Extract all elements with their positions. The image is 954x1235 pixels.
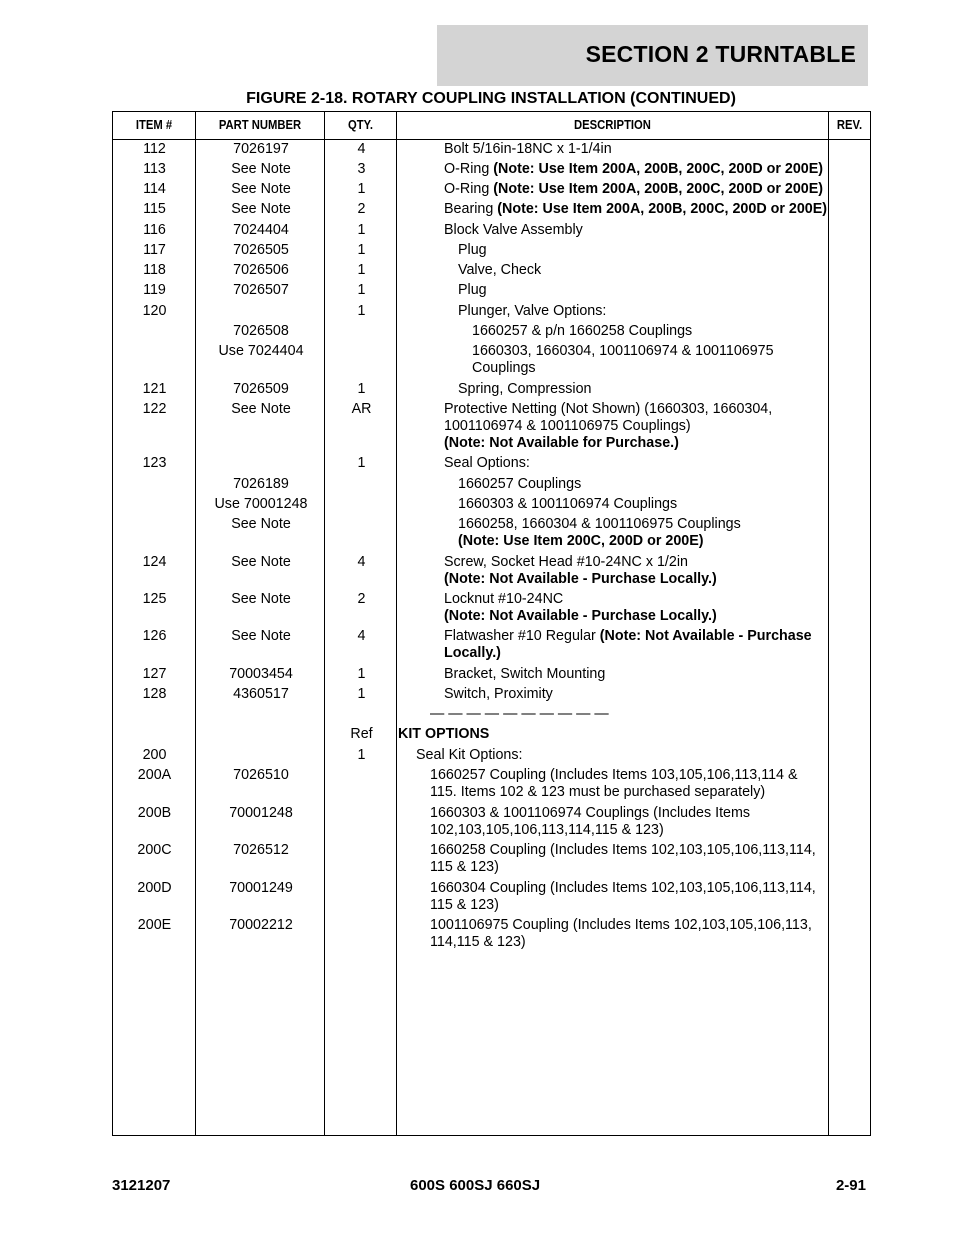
quantity-cell: 1 (357, 666, 366, 682)
column-header-description: DESCRIPTION (574, 118, 651, 132)
description-text: 1660257 & p/n 1660258 Couplings (472, 323, 693, 339)
header-divider (113, 139, 870, 140)
item-number-cell: 125 (142, 591, 167, 607)
description-text: 1660303 & 1001106974 Couplings (Includes Items 102,103,105,106,113,114,115 & 123) (430, 805, 751, 838)
description-text: Block Valve Assembly (444, 222, 583, 238)
description-cell (444, 666, 828, 683)
part-number-cell: 7026509 (233, 381, 289, 397)
description-cell (444, 161, 828, 178)
item-number-cell: 116 (143, 222, 166, 238)
description-cell (444, 181, 828, 198)
description-text: 1660304 Coupling (Includes Items 102,103,105,106,113,114, 115 & 123) (430, 880, 816, 913)
item-number-cell: 120 (142, 303, 167, 319)
table-row (113, 262, 870, 282)
item-number-cell: 124 (142, 554, 167, 570)
description-note-line: (Note: Not Available for Purchase.) (444, 435, 679, 451)
description-cell (472, 343, 828, 377)
description-cell (444, 222, 828, 239)
quantity-cell: 1 (357, 222, 366, 238)
column-header-qty: QTY. (347, 118, 374, 132)
description-cell (444, 455, 828, 472)
quantity-cell: 1 (357, 747, 366, 763)
table-row (113, 141, 870, 161)
description-text: Valve, Check (458, 262, 542, 278)
quantity-cell: 1 (357, 381, 366, 397)
column-header-rev: REV. (836, 118, 863, 132)
part-number-cell: 7026510 (233, 767, 289, 783)
table-row (113, 222, 870, 242)
part-number-cell: See Note (231, 516, 291, 532)
description-note: (Note: Use Item 200A, 200B, 200C, 200D or 200E) (493, 181, 824, 197)
description-text: Plug (458, 282, 487, 298)
description-note: (Note: Not Available - Purchase Locally.) (444, 628, 812, 661)
description-cell (444, 141, 828, 158)
table-row (113, 181, 870, 201)
item-number-cell: 127 (142, 666, 167, 682)
description-note-line: (Note: Not Available - Purchase Locally.) (444, 571, 717, 587)
description-cell (458, 262, 828, 279)
quantity-cell: 1 (357, 303, 366, 319)
table-row (113, 805, 870, 842)
table-row (113, 201, 870, 222)
table-row (113, 242, 870, 262)
item-number-cell: 122 (142, 401, 167, 417)
part-number-cell: 7026507 (233, 282, 289, 298)
description-cell (472, 323, 828, 340)
figure-title: FIGURE 2-18. ROTARY COUPLING INSTALLATION (CONTINUED) (246, 90, 736, 107)
item-number-cell: 128 (142, 686, 167, 702)
description-text: Plug (458, 242, 487, 258)
quantity-cell: 1 (357, 262, 366, 278)
quantity-cell: 3 (357, 161, 366, 177)
description-cell (398, 726, 828, 743)
description-note-line: (Note: Use Item 200C, 200D or 200E) (458, 533, 704, 549)
description-text: — — — — — — — — — — (430, 706, 609, 722)
description-cell (444, 401, 828, 452)
table-row (113, 282, 870, 303)
item-number-cell: 119 (143, 282, 166, 298)
part-number-cell: 70002212 (229, 917, 293, 933)
description-cell (444, 591, 828, 625)
column-header-item: ITEM # (135, 118, 173, 132)
footer-doc-number: 3121207 (112, 1177, 171, 1194)
description-text: 1660258, 1660304 & 1001106975 Couplings (458, 516, 741, 532)
item-number-cell: 112 (143, 141, 166, 157)
description-note: (Note: Use Item 200A, 200B, 200C, 200D or 200E) (493, 161, 824, 177)
description-cell (458, 303, 828, 320)
table-row (113, 343, 870, 381)
description-text: Bearing (444, 201, 498, 217)
description-text: Locknut #10-24NC (444, 591, 564, 607)
description-cell (430, 880, 828, 914)
table-row (113, 401, 870, 455)
item-number-cell: 121 (142, 381, 167, 397)
table-row (113, 496, 870, 516)
table-row (113, 303, 870, 323)
part-number-cell: See Note (231, 591, 291, 607)
description-cell (458, 381, 828, 398)
quantity-cell: AR (351, 401, 372, 417)
part-number-cell: 4360517 (233, 686, 289, 702)
description-cell (458, 516, 828, 550)
section-title: SECTION 2 TURNTABLE (585, 41, 856, 67)
item-number-cell: 200D (137, 880, 172, 896)
description-text: Switch, Proximity (444, 686, 553, 702)
description-text: 1001106975 Coupling (Includes Items 102,103,105,106,113, 114,115 & 123) (430, 917, 812, 950)
item-number-cell: 114 (143, 181, 166, 197)
description-cell (416, 747, 828, 764)
description-cell (430, 767, 828, 801)
section-header-band (437, 25, 868, 86)
description-cell (444, 201, 828, 218)
description-text: Spring, Compression (458, 381, 592, 397)
description-text: O-Ring (444, 161, 494, 177)
part-number-cell: See Note (231, 628, 291, 644)
table-row (113, 554, 870, 591)
description-text: Plunger, Valve Options: (458, 303, 607, 319)
part-number-cell: 7026189 (233, 476, 289, 492)
part-number-cell: 7026506 (233, 262, 289, 278)
table-row (113, 726, 870, 747)
quantity-cell: 4 (357, 628, 366, 644)
item-number-cell: 115 (143, 201, 166, 217)
part-number-cell: 7024404 (233, 222, 289, 238)
description-note: (Note: Use Item 200A, 200B, 200C, 200D or 200E) (497, 201, 828, 217)
table-row (113, 666, 870, 686)
description-text: Bracket, Switch Mounting (444, 666, 606, 682)
part-number-cell: See Note (231, 181, 291, 197)
footer-page-number: 2-91 (835, 1177, 866, 1194)
description-text: O-Ring (444, 181, 494, 197)
description-cell (430, 805, 828, 839)
item-number-cell: 200C (137, 842, 172, 858)
table-row (113, 706, 870, 726)
description-text: 1660258 Coupling (Includes Items 102,103,105,106,113,114, 115 & 123) (430, 842, 816, 875)
description-cell (458, 476, 828, 493)
table-row (113, 161, 870, 181)
description-cell (444, 554, 828, 588)
part-number-cell: 70003454 (229, 666, 293, 682)
table-row (113, 917, 870, 955)
table-row (113, 686, 870, 706)
part-number-cell: Use 7024404 (218, 343, 304, 359)
description-text: Protective Netting (Not Shown) (1660303, 1660304, 1001106974 & 1001106975 Couplings) (444, 401, 773, 434)
table-row (113, 842, 870, 880)
part-number-cell: See Note (231, 161, 291, 177)
part-number-cell: See Note (231, 401, 291, 417)
description-text: Seal Options: (444, 455, 530, 471)
quantity-cell: 4 (357, 554, 366, 570)
table-row (113, 747, 870, 767)
item-number-cell: 200E (137, 917, 172, 933)
table-row (113, 323, 870, 343)
part-number-cell: 70001248 (229, 805, 293, 821)
item-number-cell: 200 (142, 747, 167, 763)
description-cell (430, 842, 828, 876)
quantity-cell: 1 (357, 282, 366, 298)
description-note: KIT OPTIONS (398, 726, 490, 742)
description-cell (430, 706, 828, 723)
description-text: Screw, Socket Head #10-24NC x 1/2in (444, 554, 688, 570)
part-number-cell: See Note (231, 554, 291, 570)
table-body (113, 141, 870, 955)
table-row (113, 381, 870, 401)
part-number-cell: 7026512 (233, 842, 289, 858)
table-row (113, 591, 870, 628)
description-text: 1660257 Coupling (Includes Items 103,105,106,113,114 & 115. Items 102 & 123 must be purchased separately) (430, 767, 798, 800)
description-cell (444, 628, 828, 662)
quantity-cell: 2 (357, 201, 366, 217)
table-row (113, 767, 870, 805)
table-row (113, 880, 870, 917)
description-text: 1660257 Couplings (458, 476, 582, 492)
description-text: Bolt 5/16in-18NC x 1-1/4in (444, 141, 612, 157)
quantity-cell: 1 (357, 181, 366, 197)
quantity-cell: 4 (357, 141, 366, 157)
part-number-cell: Use 70001248 (214, 496, 308, 512)
quantity-cell: 1 (357, 455, 366, 471)
description-text: Seal Kit Options: (416, 747, 523, 763)
item-number-cell: 126 (142, 628, 167, 644)
description-cell (458, 242, 828, 259)
parts-table (112, 111, 871, 1136)
part-number-cell: 70001249 (229, 880, 293, 896)
description-cell (458, 496, 828, 513)
item-number-cell: 113 (143, 161, 166, 177)
description-cell (458, 282, 828, 299)
part-number-cell: 7026505 (233, 242, 289, 258)
description-text: 1660303 & 1001106974 Couplings (458, 496, 678, 512)
table-row (113, 516, 870, 554)
quantity-cell: 2 (357, 591, 366, 607)
part-number-cell: See Note (231, 201, 291, 217)
description-text: 1660303, 1660304, 1001106974 & 1001106975 Couplings (472, 343, 774, 376)
part-number-cell: 7026197 (233, 141, 289, 157)
column-header-part-number: PART NUMBER (218, 118, 302, 132)
table-row (113, 628, 870, 666)
item-number-cell: 123 (142, 455, 167, 471)
table-row (113, 455, 870, 476)
part-number-cell: 7026508 (233, 323, 289, 339)
quantity-cell: 1 (357, 242, 366, 258)
item-number-cell: 200A (137, 767, 172, 783)
description-cell (444, 686, 828, 703)
item-number-cell: 118 (143, 262, 166, 278)
table-row (113, 476, 870, 496)
quantity-cell: 1 (357, 686, 366, 702)
quantity-cell: Ref (350, 726, 373, 742)
description-text: Flatwasher #10 Regular (444, 628, 600, 644)
item-number-cell: 200B (137, 805, 172, 821)
description-cell (430, 917, 828, 951)
description-note-line: (Note: Not Available - Purchase Locally.) (444, 608, 717, 624)
item-number-cell: 117 (143, 242, 166, 258)
footer-models: 600S 600SJ 660SJ (410, 1177, 541, 1194)
